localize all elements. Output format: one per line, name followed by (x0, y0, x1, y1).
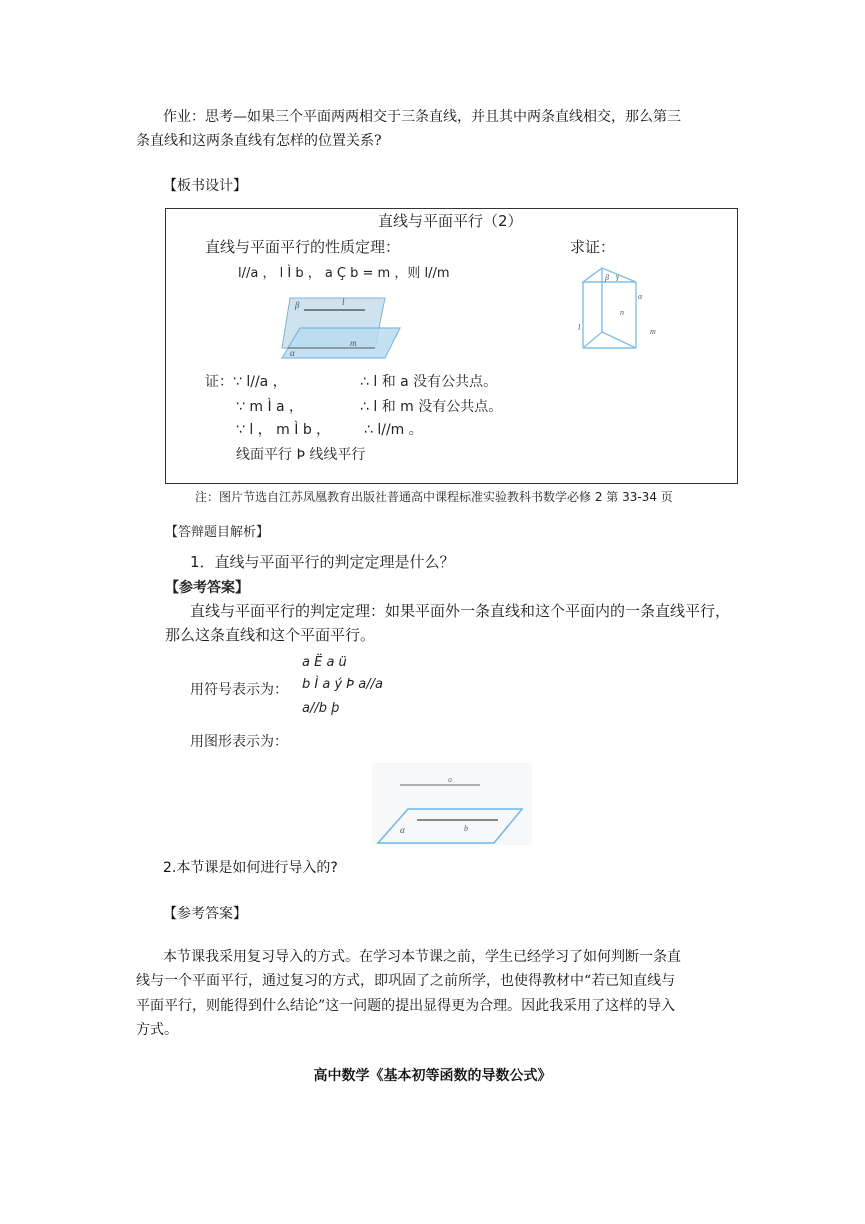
theorem-title: 直线与平面平行的性质定理： (205, 238, 401, 256)
figure-label: 用图形表示为： (190, 734, 288, 750)
answer-2-line-1: 本节课我采用复习导入的方式。在学习本节课之前，学生已经学习了如何判断一条直 (163, 949, 681, 965)
board-heading: 【板书设计】 (163, 178, 247, 194)
prism-figure (578, 262, 663, 357)
proof-line-3: ∵ l ， m Ì b ， (236, 422, 331, 438)
homework-line-1: 作业：思考—如果三个平面两两相交于三条直线，并且其中两条直线相交，那么第三 (163, 109, 681, 125)
next-section-title: 高中数学《基本初等函数的导数公式》 (313, 1068, 552, 1084)
proof-line-1-result: ∴ l 和 a 没有公共点。 (360, 374, 498, 390)
answer-1-line-1: 直线与平面平行的判定定理：如果平面外一条直线和这个平面内的一条直线平行， (190, 602, 731, 620)
alpha-plane (282, 328, 400, 358)
prism-label-m: m (650, 327, 656, 336)
fig-label-a: a (448, 775, 452, 784)
proof-line-2: ∵ m Ì a ， (236, 399, 304, 415)
prove-label: 求证： (570, 238, 616, 256)
proof-line-2-result: ∴ l 和 m 没有公共点。 (360, 399, 503, 415)
reference-answer-heading-1: 【参考答案】 (165, 580, 249, 596)
intersecting-planes-figure (280, 290, 405, 362)
prism-label-n: n (620, 308, 624, 317)
answer-2-line-3: 平面平行，则能得到什么结论”这一问题的提出显得更为合理。因此我采用了这样的导入 (136, 998, 676, 1014)
proof-line-3-result: ∴ l//m 。 (364, 422, 423, 438)
symbol-row-2: b Ì a ý Þ a//a (302, 677, 384, 692)
answer-2-line-2: 线与一个平面平行，通过复习的方式，即巩固了之前所学，也使得教材中“若已知直线与 (136, 973, 676, 989)
fig-label-alpha: α (400, 825, 405, 835)
line-plane-parallel-figure (372, 763, 532, 845)
label-alpha: α (290, 348, 295, 358)
question-1: 1．直线与平面平行的判定定理是什么？ (190, 553, 455, 571)
prism-label-alpha: α (638, 292, 643, 301)
proof-line-1: 证：∵ l//a ， (205, 374, 287, 390)
fig-label-b: b (464, 824, 468, 833)
image-source-note: 注：图片节选自江苏凤凰教育出版社普通高中课程标准实验教科书数学必修 2 第 33-34 页 (195, 490, 673, 504)
board-summary: 线面平行 Þ 线线平行 (236, 447, 366, 463)
debate-heading: 【答辩题目解析】 (165, 525, 270, 540)
symbol-label: 用符号表示为： (190, 682, 288, 698)
label-l: l (342, 297, 345, 307)
homework-line-2: 条直线和这两条直线有怎样的位置关系? (136, 133, 382, 149)
label-m: m (350, 338, 357, 348)
symbol-row-3: a//b þ (302, 701, 340, 716)
prism-label-gamma: γ (616, 272, 620, 281)
question-2: 2.本节课是如何进行导入的? (163, 860, 338, 876)
answer-2-line-4: 方式。 (136, 1022, 178, 1038)
symbol-row-1: a Ë a ü (302, 655, 347, 670)
prism-label-l: l (578, 323, 581, 332)
prism-label-beta: β (605, 273, 609, 282)
board-title: 直线与平面平行（2） (378, 212, 523, 230)
answer-1-line-2: 那么这条直线和这个平面平行。 (165, 626, 376, 644)
label-beta: β (295, 300, 300, 310)
figure-background (372, 763, 532, 845)
reference-answer-heading-2: 【参考答案】 (163, 906, 247, 922)
theorem-condition: l//a ， l Ì b ， a Ç b = m ，则 l//m (238, 266, 450, 281)
